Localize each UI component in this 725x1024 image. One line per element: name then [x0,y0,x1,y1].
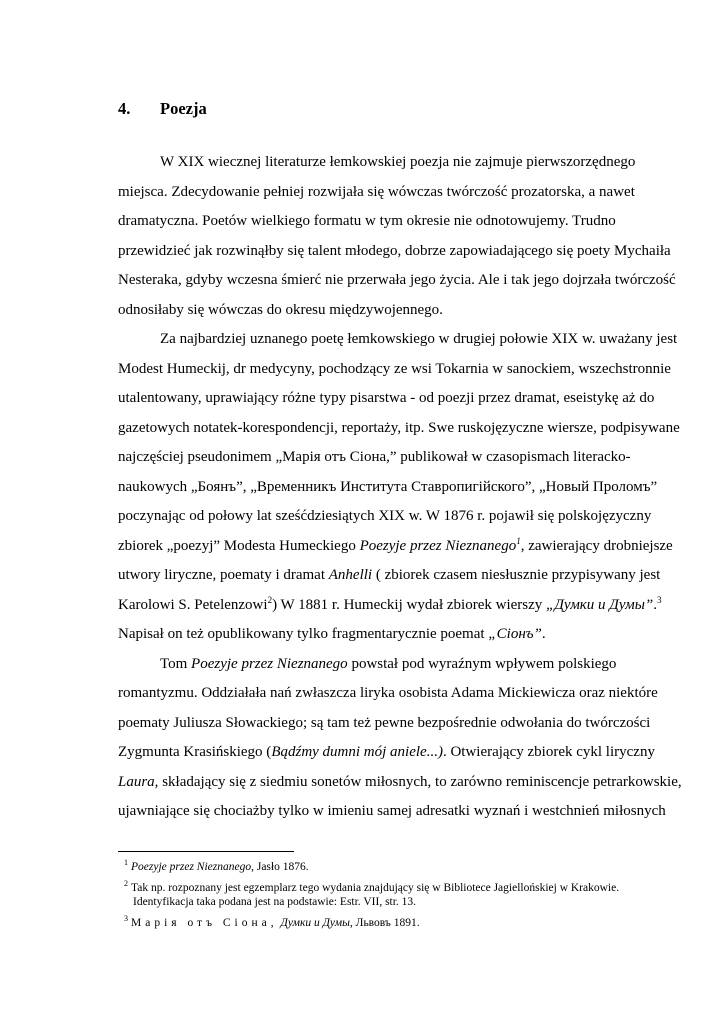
text-line [118,768,682,798]
footnote-2 [118,881,678,909]
text-run: . [653,596,657,613]
text-line: Nesteraka, gdyby wczesna śmierć nie przerwała jego życia. Ale i tak jego dojrzała twórczość [118,272,676,288]
text-run: ( zbiorek czasem niesłusznie przypisywany jest [372,567,661,583]
book-title: Anhelli [328,567,373,583]
book-title: Poezyje przez Nieznanego [359,537,517,554]
text-run: ) W 1881 r. Humeckij wydał zbiorek wierszy [272,596,547,613]
text-line: odnosiłaby się wówczas do okresu międzywojennego. [118,301,443,318]
text-line: najczęściej pseudonimem „Марія отъ Сіона,” publikował w czasopismach literacko- [118,449,631,465]
text-line [118,532,673,562]
text-line: utalentowany, uprawiający różne typy pisarstwa - od poezji przez dramat, eseistykę aż do [118,390,655,406]
text-line: romantyzmu. Oddziałała nań zwłaszcza liryka osobista Adama Mickiewicza oraz niektóre [118,685,658,701]
text-run: Zygmunta Krasińskiego ( [118,744,272,760]
text-run: Karolowi S. Petelenzowi [118,596,268,613]
text-run: . [541,626,546,642]
book-title: „Думки и Думы” [546,596,654,613]
text-run: . Otwierający zbiorek cykl liryczny [442,744,655,760]
text-line: dramatyczna. Poetów wielkiego formatu w tym okresie nie odnotowujemy. Trudno [118,213,616,229]
text-run: utwory liryczne, poematy i dramat [118,567,329,583]
text-line: Modest Humeckij, dr medycyny, pochodzący ze wsi Tokarnia w sanockiem, wszechstronnie [118,360,671,377]
text-line [118,561,666,591]
text-line [118,738,666,768]
body-text [118,148,682,827]
text-line: poczynając od połowy lat sześćdziesiątych XIX w. W 1876 r. pojawił się polskojęzyczny [118,508,652,524]
footnote-mark: 3 [124,914,128,924]
footnote-text: Tak np. rozpoznany jest egzemplarz tego wydania znajdujący się w Bibliotece Jagiellońskiej w Krakowie. [131,882,620,894]
text-line [118,650,666,680]
text-run: zbiorek „poezyj” Modesta Humeckiego [118,537,360,554]
text-line: Za najbardziej uznanego poetę łemkowskiego w drugiej połowie XIX w. uważany jest [160,331,678,347]
book-title: Думки и Думы, [280,917,353,929]
footnotes [118,860,678,937]
footnote-text: , Jasło 1876. [251,861,309,873]
section-heading [118,99,207,119]
poem-title: Bądźmy dumni mój aniele...) [271,744,443,760]
text-line: przewidzieć jak rozwinąłby się talent młodego, dobrze zapowiadającego się poety Mychaiła [118,242,671,259]
text-run: Tom [160,655,192,672]
footnote-ref: 3 [656,594,662,605]
section-number: 4. [118,99,131,118]
section-title: Poezja [160,99,207,118]
cycle-title: Laura, [118,773,159,790]
text-run: powstał pod wyraźnym wpływem polskiego [347,655,617,672]
footnote-text: Львовъ 1891. [352,917,420,929]
footnote-3 [118,916,678,930]
text-line: naukowych „Боянъ”, „Временникъ Института Ставропигійского”, „Новый Проломъ” [118,478,658,495]
footnote-text: Identyfikacja taka podana jest na podstawie: Estr. VII, str. 13. [133,896,417,908]
footnote-separator [118,851,294,852]
book-title: „Сіонъ” [488,626,542,642]
footnote-mark: 1 [124,858,128,868]
footnote-author: Марія отъ Сіона, [131,917,278,929]
text-run: Napisał on też opublikowany tylko fragmentarycznie poemat [118,626,489,642]
text-line: miejsca. Zdecydowanie pełniej rozwijała się wówczas twórczość prozatorska, a nawet [118,183,635,200]
text-run: , zawierający drobniejsze [520,537,673,554]
text-line: ujawniające się chociażby tylko w imieniu samej adresatki wyznań i westchnień miłosnych [118,803,666,819]
footnote-ref: 2 [267,594,273,605]
text-line [118,591,666,621]
footnote-1 [118,860,678,874]
text-line: W XIX wiecznej literaturze łemkowskiej poezja nie zajmuje pierwszorzędnego [160,154,636,170]
text-line [118,620,666,650]
book-title: Poezyje przez Nieznanego [191,655,348,672]
footnote-mark: 2 [124,879,128,889]
footnote-ref: 1 [516,535,521,546]
book-title: Poezyje przez Nieznanego [131,861,252,873]
text-line: gazetowych notatek-korespondencji, reportaży, itp. Swe ruskojęzyczne wiersze, podpisywane [118,419,680,436]
text-run: składający się z siedmiu sonetów miłosnych, to zarówno reminiscencje petrarkowskie, [158,773,682,790]
text-line: poematy Juliusza Słowackiego; są tam też pewne bezpośrednie odwołania do twórczości [118,714,651,731]
